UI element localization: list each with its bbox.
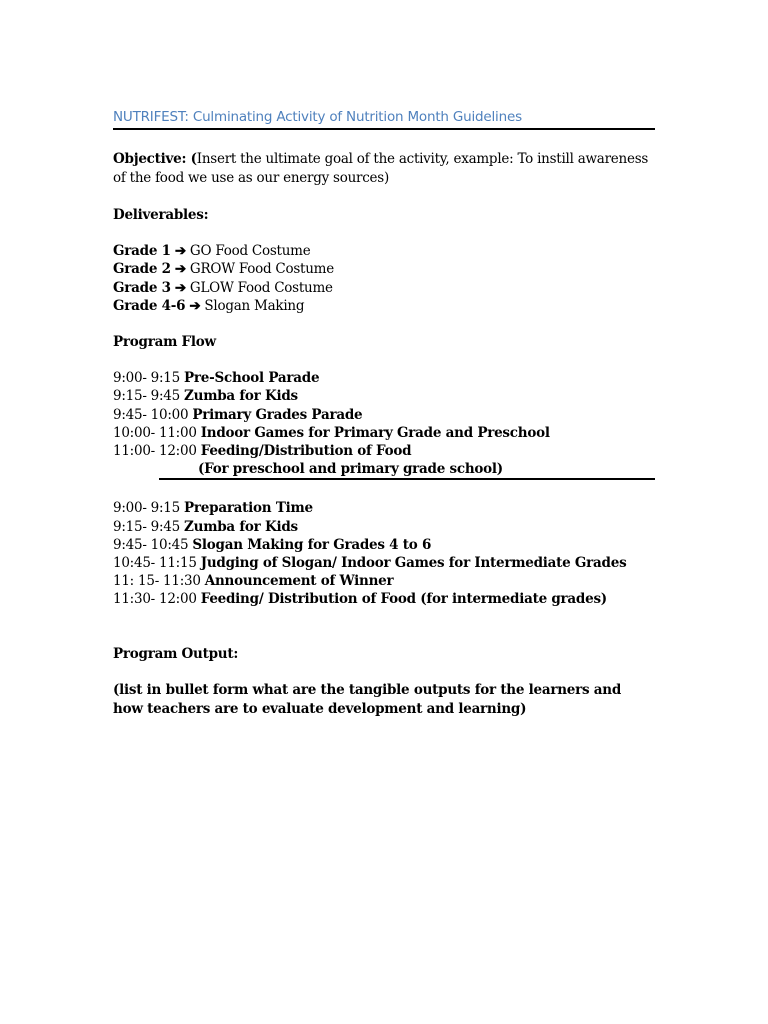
deliverables-list	[113, 242, 655, 315]
primary-schedule	[113, 369, 655, 480]
schedule-time: 9:00- 9:15	[113, 500, 180, 517]
document-title: NUTRIFEST: Culminating Activity of Nutrition Month Guidelines	[113, 107, 655, 130]
schedule-time: 9:15- 9:45	[113, 388, 180, 405]
arrow-right-icon: ➔	[174, 261, 186, 278]
primary-schedule-note: (For preschool and primary grade school)	[198, 461, 503, 478]
program-output-heading: Program Output:	[113, 645, 239, 662]
schedule-row	[113, 442, 655, 460]
schedule-row	[113, 499, 655, 517]
deliverable-text: GO Food Costume	[189, 243, 311, 260]
schedule-activity: Zumba for Kids	[184, 388, 298, 405]
schedule-row	[113, 518, 655, 536]
program-flow-heading: Program Flow	[113, 334, 216, 351]
objective-text: Insert the ultimate goal of the activity, example: To instill awareness of the food we use as our energy sources)	[113, 151, 649, 186]
schedule-activity: Feeding/Distribution of Food	[200, 443, 412, 460]
objective-label: Objective: (	[113, 151, 197, 167]
schedule-time: 11: 15- 11:30	[113, 573, 201, 590]
schedule-time: 11:00- 12:00	[113, 443, 197, 460]
deliverable-grade: Grade 2	[113, 261, 171, 278]
schedule-time: 9:00- 9:15	[113, 370, 180, 387]
schedule-activity: Zumba for Kids	[184, 518, 298, 535]
deliverable-text: GROW Food Costume	[189, 261, 334, 278]
deliverable-item	[113, 279, 655, 297]
program-output-text: (list in bullet form what are the tangible outputs for the learners and how teachers are to evaluate development and learning)	[113, 681, 622, 717]
schedule-time: 9:45- 10:45	[113, 536, 189, 553]
schedule-row	[113, 387, 655, 405]
section-divider	[159, 478, 655, 480]
schedule-time: 10:45- 11:15	[113, 555, 197, 572]
document-page	[113, 107, 655, 719]
arrow-right-icon: ➔	[174, 279, 186, 296]
deliverables-heading: Deliverables:	[113, 207, 209, 223]
deliverable-grade: Grade 4-6	[113, 297, 186, 314]
schedule-time: 11:30- 12:00	[113, 591, 197, 608]
schedule-activity: Announcement of Winner	[204, 573, 394, 590]
deliverable-grade: Grade 1	[113, 243, 171, 260]
deliverable-item	[113, 297, 655, 315]
deliverable-text: GLOW Food Costume	[189, 279, 333, 296]
schedule-activity: Primary Grades Parade	[192, 406, 363, 423]
schedule-row	[113, 406, 655, 424]
schedule-time: 9:15- 9:45	[113, 518, 180, 535]
schedule-row	[113, 554, 655, 572]
schedule-activity: Indoor Games for Primary Grade and Preschool	[200, 424, 550, 441]
schedule-activity: Feeding/ Distribution of Food (for intermediate grades)	[200, 591, 607, 608]
deliverable-text: Slogan Making	[204, 297, 305, 314]
schedule-time: 10:00- 11:00	[113, 424, 197, 441]
schedule-activity: Judging of Slogan/ Indoor Games for Intermediate Grades	[200, 555, 627, 572]
objective-paragraph	[113, 150, 655, 188]
schedule-time: 9:45- 10:00	[113, 406, 189, 423]
deliverable-grade: Grade 3	[113, 279, 171, 296]
intermediate-schedule	[113, 499, 655, 608]
schedule-row	[113, 369, 655, 387]
arrow-right-icon: ➔	[189, 297, 201, 314]
arrow-right-icon: ➔	[174, 243, 186, 260]
schedule-row	[113, 424, 655, 442]
schedule-row	[113, 536, 655, 554]
schedule-activity: Slogan Making for Grades 4 to 6	[192, 536, 432, 553]
schedule-row	[113, 590, 655, 608]
schedule-row	[113, 572, 655, 590]
deliverable-item	[113, 242, 655, 260]
schedule-activity: Pre-School Parade	[184, 370, 320, 387]
schedule-activity: Preparation Time	[184, 500, 313, 517]
deliverable-item	[113, 260, 655, 278]
